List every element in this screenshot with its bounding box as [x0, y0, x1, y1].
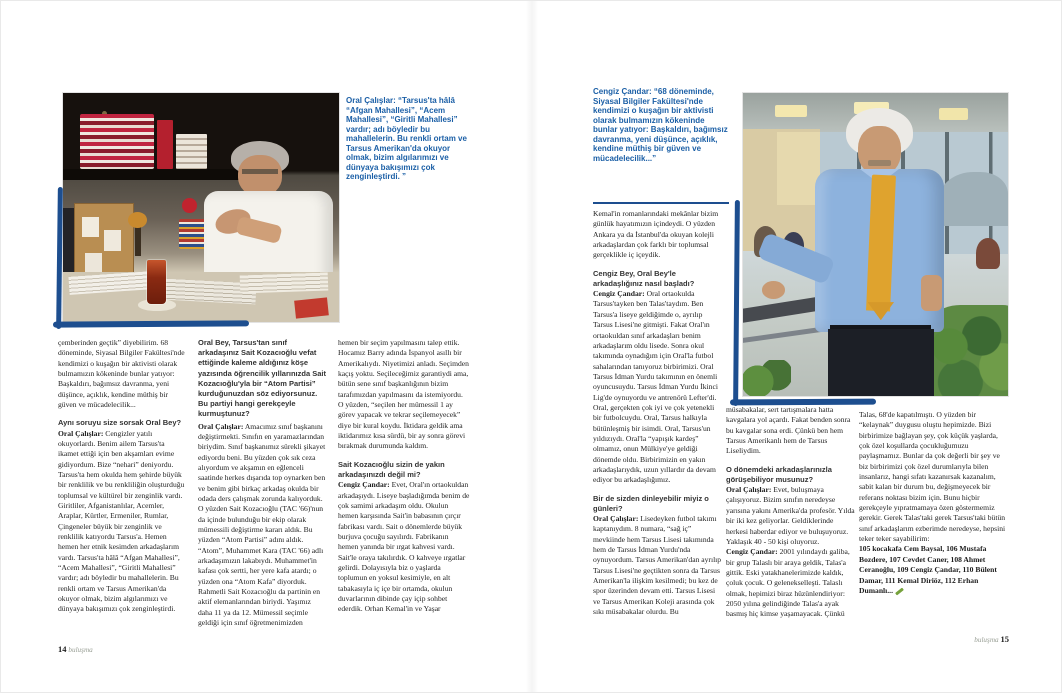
speaker-name: Oral Çalışlar:: [58, 428, 104, 438]
body-paragraph: [726, 485, 855, 547]
man-face: [238, 155, 282, 196]
book-stack: [80, 114, 155, 169]
answer-text: Evet, buluşmaya çalışıyoruz. Bizim sınıfın neredeyse yarısına yakını Amerika'da profesör. Yılda bir iki kez geliyorlar. Geldiklerinde herkesi haberdar ediyor ve buluşuyoruz. Yaklaşık 40 - 50 kişi oluyoruz.: [726, 485, 855, 546]
answer-text: Evet, Oral'ın ortaokuldan arkadaşıydı. Liseye başladığımda benim de çok samimi arkadaşım oldu. Okulun hemen karşısında Sait'in babasının çırçır fabrikası vardı. Sait o dönemlerde büyük burjuva çocuğu sayılırdı. Fabrikanın hemen yanında bir ırgat kahvesi vardı. Sait'le oraya takılırdık. O kahveye ırgatlar gelirdi. Dolayısıyla biz o yaşlarda toplumun en yoksul kesimiyle, en alt tabakasıyla iç içe bir ortamda, okulun duvarlarının dibinde çay içip sohbet ederdik. Orhan Kemal'in ve Yaşar: [338, 480, 470, 614]
man-mustache: [868, 160, 892, 166]
speaker-name: Cengiz Çandar:: [726, 547, 778, 557]
answer-text: Oral ortaokulda Tarsus'tayken ben Talas'taydım. Ben Tarsus'a liseye geldiğimde o, ayrılıp Tarsus Lisesi'ne gitmişti. Fakat Oral'ın ortaokuldan sınıf arkadaşları benim arkadaşlarım oldu lisede. Sonra okul takımında oynadığım için Oral'la futbol sahalarından tanıyoruz birbirimizi. Oral Tarsus İdman Yurdu takımının en önemli oyuncusuydu. Tarsus İdman Yurdu İkinci Lig'de oynuyordu ve antrenörü Lefter'di. Oral, gerçekten çok iyi ve çok yetenekli bir futbolcuydu. Oral, Tarsus halkıyla bütünleşmiş bir isimdi. Oral, Tarsus'un yıldızıydı. Oral'la “yapışık kardeş” olmamız, onun Mülkiye'ye geldiği dönemde oldu. Birbirimizin en yakın arkadaşlarıydık, uzun yıllardır da devam ediyor bu arkadaşlığımız.: [593, 289, 718, 485]
text-column: [198, 338, 327, 629]
office-people: [976, 238, 1000, 268]
page-number: 14: [58, 644, 67, 654]
quote-divider-line: [593, 202, 729, 204]
photo-frame-stroke: [733, 200, 740, 406]
text-column: [58, 338, 187, 615]
answer-text: 2001 yılındaydı galiba, bir grup Talaslı bir araya geldik, Talas'a gittik. Eski yatakhanelerimizde kaldık, çoluk çocuk. O gelenekselleşti. Talaslı olmak, hepimizi biraz hüzünlendiriyor: 2050 yılına gelindiğinde Talas'a ayak basmış hiç kimse yaşamayacak. Çünkü: [726, 547, 850, 619]
text-column: [726, 405, 855, 620]
photo-frame-stroke: [53, 320, 249, 327]
article-end-pen-icon: [895, 587, 904, 595]
man-right-hand-pocket: [921, 275, 942, 311]
classmates-list: [859, 544, 1009, 596]
tea-glass: [147, 260, 166, 304]
speaker-name: Oral Çalışlar:: [198, 421, 244, 431]
desk-lamp-head: [128, 212, 147, 228]
body-paragraph: çemberinden geçtik” diyebilirim. 68 döneminde, Siyasal Bilgiler Fakültesi'nde kendimizi o kuşağın bir aktivisti olarak bulmamızın kökeninde bunlar yatıyor: Başkaldırı, bağımsız davranma, yeni düşünce, açıklık, kendine müthiş bir güven ve mücadelecilik...: [58, 338, 185, 410]
body-paragraph: hemen bir seçim yapılmasını talep ettik. Hocamız Barry adında İspanyol asıllı bir Amerikalıydı. Niyetimizi anladı. Seçimden kaçış yoktu. Seçileceğimiz garantiydi ama, bütün sene sınıf başkanlığının bizim tarafımızdan yapılmasını da istemiyordu. O yüzden, “seçilen her mümessil 1 ay görev yapacak ve tekrar seçilemeyecek” diye bir kural koydu. İktidara geldik ama iktidarımız kısa sürdü, bir ay sonra görevi bırakmak durumunda kaldım.: [338, 338, 469, 451]
body-paragraph: Talas, 68'de kapatılmıştı. O yüzden bir “kelaynak” duygusu oluştu hepimizde. Bizi birbirimize bağlayan şey, çok küçük yaşlarda, çok özel koşullarda çocukluğumuzu paylaşmamız. Bunlar da çok değerli bir şey ve biz birbirimizi çok özel durumlarıyla bilen insanlarız, hangi sıfatı kazanırsak kazanalım, sabit kalan bir durum bu, değişmeyecek bir referans noktası bizim için. Bunu hiçbir gerekçeyle yıpratmamaya özen göstermemiz gerekir. Gerek Talas'taki gerek Tarsus'taki bütün sınıf arkadaşlarım ezberimde neredeyse, hepsini teker teker sayabilirim:: [859, 410, 1006, 544]
body-paragraph: [593, 514, 722, 617]
note-paper: [104, 230, 121, 251]
question-heading: O dönemdeki arkadaşlarınızla görüşebiliyor musunuz?: [726, 464, 832, 484]
body-paragraph: müsabakalar, sert tartışmalara hatta kavgalara yol açardı. Fakat benden sonra bu kavgalar sona erdi. Çünkü ben hem Tarsus Amerikanlı hem de Tarsus Liseliydim.: [726, 405, 851, 456]
question-heading: Sait Kozacıoğlu sizin de yakın arkadaşınızdı değil mi?: [338, 459, 445, 479]
question-heading: Oral Bey, Tarsus'tan sınıf arkadaşınız Sait Kozacıoğlu vefat ettiğinde kaleme aldığınız köşe yazısında öğrencilik yıllarınızda Sait Kozacıoğlu'yla bir “Atom Partisi” kurduğunuzdan söz ediyorsunuz. Bu partiyi hangi gerekçeyle kurmuştunuz?: [198, 338, 326, 419]
shelf-board: [63, 169, 240, 180]
text-column: [338, 338, 470, 615]
man-glasses: [242, 169, 278, 174]
photo-oral-calislar: [63, 93, 339, 322]
answer-text: Amacımız sınıf başkanını değiştirmekti. Sınıfın en yaramazlarından biriydim. Sınıf başkanımız sürekli şikayet ediyordu beni. Bu yüzden çok sık ceza alıyordum ve akşamın en eğlenceli saatinde herkes dışarıda top oynarken ben ve benim gibi birkaç arkadaş okulda bir odada ders çalışmak zorunda kalıyorduk. O yüzden Sait Kozacıoğlu (TAC '66)'nun da içinde bulunduğu bir ekip olarak mümessili değiştirme kararı aldık. Bu yüzden “Atom Partisi” adını aldık. “Atom”, Muhammet Kara (TAC '66) adlı arkadaşımızın lakabıydı. Muhammet'in kafası çok sertti, her yere kafa atardı; o yüzden ona “Atom Kafa” diyorduk. Rahmetli Sait Kozacıoğlu da partinin en aktif elemanlarından biriydi. Yaşımız daha 11 ya da 12. Mümessil seçimle geldiği için sınıf öğretmenimizden: [198, 421, 326, 628]
page-footer-right: [909, 634, 1009, 644]
speaker-name: Oral Çalışlar:: [593, 514, 639, 524]
window-shade: [777, 132, 819, 205]
page-fold: [526, 1, 538, 693]
newspaper: [239, 272, 328, 293]
list-text: 105 kocakafa Cem Baysal, 106 Mustafa Bozdere, 107 Cevdet Caner, 108 Ahmet Ceranoğlu, 109 Cengiz Çandar, 110 Bülent Damar, 111 Kemal Diriöz, 112 Erhan Dumanlı...: [859, 544, 997, 595]
body-paragraph: [338, 480, 470, 614]
page-number: 15: [1000, 634, 1009, 644]
plant-left-leaf: [743, 360, 791, 396]
answer-text: Lisedeyken futbol takımı kaptanıydım. 8 numara, “sağ iç” mevkiinde hem Tarsus Lisesi takımında hem de Tarsus İdman Yurdu'nda oynuyordum. Tarsus Amerikan'dan ayrılıp Tarsus Lisesi'ne geçtikten sonra da Tarsus Amerikan'la ilişkim kesilmedi; bu kez de spor üzerinden devam etti. Tarsus Lisesi ve Tarsus Amerikan Koleji arasında çok sıkı müsabakalar olurdu. Bu: [593, 514, 722, 617]
photo-frame-stroke: [56, 187, 63, 329]
page-footer-left: [58, 644, 93, 654]
speaker-name: Cengiz Çandar:: [593, 289, 645, 299]
red-magazine: [294, 297, 329, 319]
photo-cengiz-candar: [743, 93, 1008, 396]
ceiling-light: [939, 108, 968, 120]
question-heading: Aynı soruyu size sorsak Oral Bey?: [58, 418, 182, 428]
red-rose: [182, 198, 197, 213]
body-paragraph: [198, 422, 327, 629]
man-face: [858, 126, 900, 174]
ceiling-light: [775, 105, 807, 117]
magazine-name: buluşma: [68, 646, 93, 654]
magazine-name: buluşma: [974, 636, 999, 644]
speaker-name: Oral Çalışlar:: [726, 485, 772, 495]
text-column: [859, 410, 1009, 596]
speaker-name: Cengiz Çandar:: [338, 480, 390, 490]
body-paragraph: Kemal'in romanlarındaki mekânlar bizim günlük hayatımızın içindeydi. O yüzden Ankara ya da İstanbul'da okuyan kolejli arkadaşlardan çok farklı bir toplumsal gerçeklikle iç içeydik.: [593, 209, 719, 260]
question-heading: Bir de sizden dinleyebilir miyiz o günleri?: [593, 493, 709, 513]
body-paragraph: [58, 429, 187, 615]
white-books: [176, 134, 206, 168]
body-paragraph: [726, 547, 855, 619]
window-hills: [939, 172, 1008, 227]
answer-text: Cengizler yatılı okuyorlardı. Benim ailem Tarsus'ta ikamet ettiği için ben akşamları evime gidiyordum. Bize “nehari” deniyordu. Tarsus'ta hem okulda hem şehirde büyük bir renklilik ve bu renkliliğin oluşturduğu toplumsal ve kültürel bir zenginlik vardı. Giritliler, Afganistanlılar, Acemler, Araplar, Kürtler, Ermeniler, Rumlar, Çingeneler büyük bir zenginlik ve renklilik katıyordu Tarsus'a. Hemen hemen her etnik kesimden arkadaşlarım vardı. Tarsus'ta hâlâ “Afgan Mahallesi”, “Acem Mahallesi”, “Giritli Mahallesi” vardır; adı böyledir bu mahallelerin. Bu renkli ortam ve Tarsus Amerikan'da okuyor olmak, bizim algılarımızı ve dünyaya bakışımızı çok zenginleştirdi.: [58, 428, 185, 614]
text-column: [593, 209, 722, 618]
pull-quote-oral: Oral Çalışlar: “Tarsus'ta hâlâ “Afgan Mahallesi”, “Acem Mahallesi”, “Giritli Mahallesi” vardır; adı böyledir bu mahallelerin. Bu renkli ortam ve Tarsus Amerikan'da okuyor olmak, bizim algılarımızı ve dünyaya bakışımızı çok zenginleştirdi. ”: [346, 96, 467, 181]
man-trousers: [828, 329, 934, 396]
pull-quote-cengiz: Cengiz Çandar: “68 döneminde, Siyasal Bilgiler Fakültesi'nde kendimizi o kuşağın bir aktivisti olarak bulmamızın kökeninde bunlar yatıyor: Başkaldırı, bağımsız davranma, yeni düşünce, açıklık, kendine müthiş bir güven ve mücadelecilik...”: [593, 87, 728, 163]
question-heading: Cengiz Bey, Oral Bey'le arkadaşlığınız nasıl başladı?: [593, 268, 695, 288]
man-hand-on-rail: [762, 281, 786, 299]
body-paragraph: [593, 289, 722, 486]
red-book: [157, 120, 174, 168]
note-paper: [82, 217, 99, 238]
